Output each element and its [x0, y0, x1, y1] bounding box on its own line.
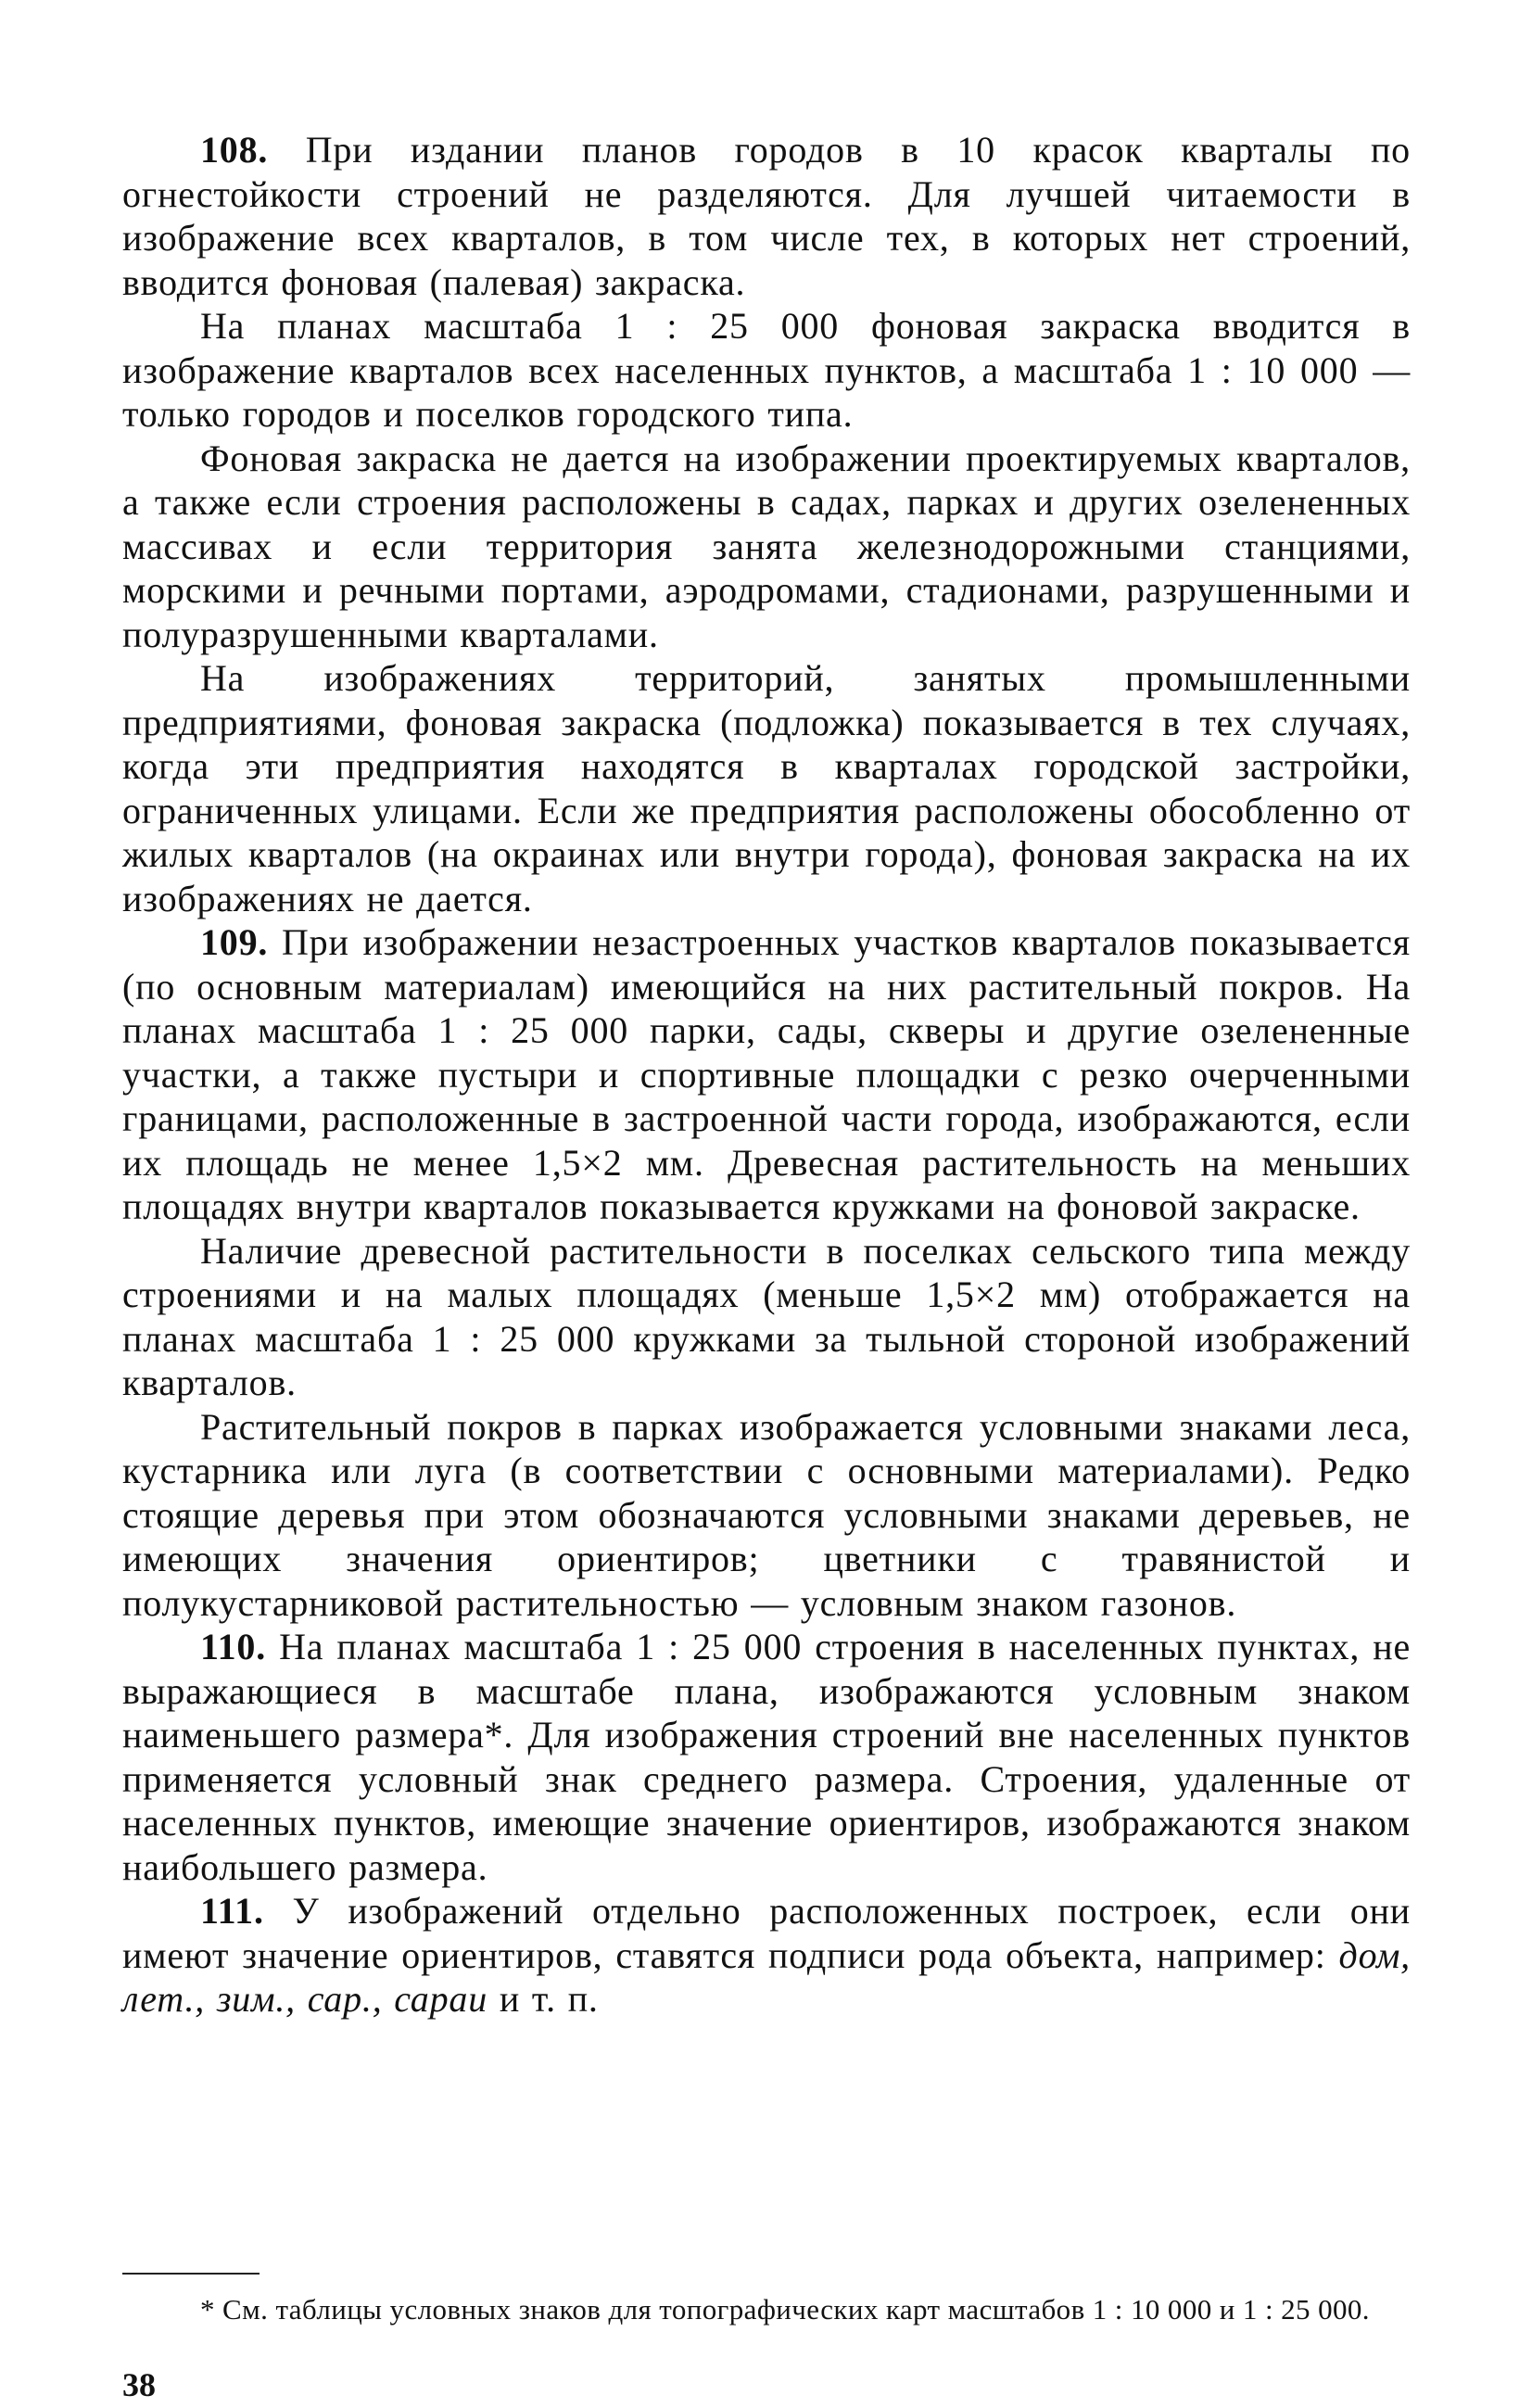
paragraph-text: При изображении незастроенных участков кварталов показывается (по основным материалам) имеющийся на них растительный покров. На планах масштаба 1 : 25 000 парки, сады, скверы и другие озелененные участки, а также пустыри и спортивные площадки с резко очерченными границами, расположенные в застроенной части города, изображаются, если их площадь не менее 1,5×2 мм. Древесная растительность на меньших площадях внутри кварталов показывается кружками на фоновой закраске. [122, 921, 1411, 1227]
paragraph-text: Фоновая закраска не дается на изображении проектируемых кварталов, а также если строения расположены в садах, парках и других озелененных массивах и если территория занята железнодорожными станциями, морскими и речными портами, аэродромами, стадионами, разрушенными и полуразрушенными кварталами. [122, 437, 1411, 655]
paragraph-text: У изображений отдельно расположенных построек, если они имеют значение ориентиров, ставятся подписи рода объекта, например: [122, 1890, 1411, 1976]
paragraph-text: На планах масштаба 1 : 25 000 фоновая закраска вводится в изображение кварталов всех населенных пунктов, а масштаба 1 : 10 000 — только городов и поселков городского типа. [122, 305, 1411, 435]
paragraph-110 [122, 1625, 1411, 1889]
paragraph-108-scale [122, 304, 1411, 437]
paragraph-text: Растительный покров в парках изображается условными знаками леса, кустарника или луга (в соответствии с основными материалами). Редко стоящие деревья при этом обозначаются условными знаками деревьев, не имеющих значения ориентиров; цветники с травянистой и полукустарниковой растительностью — условным знаком газонов. [122, 1405, 1411, 1624]
paragraph-text: На планах масштаба 1 : 25 000 строения в населенных пунктах, не выражающиеся в масштабе плана, изображаются условным знаком наименьшего размера*. Для изображения строений вне населенных пунктов применяется условный знак среднего размера. Строения, удаленные от населенных пунктов, имеющие значение ориентиров, изображаются знаком наибольшего размера. [122, 1626, 1411, 1888]
paragraph-tail: и т. п. [487, 1978, 599, 2020]
paragraph-text: Наличие древесной растительности в поселках сельского типа между строениями и на малых площадях (меньше 1,5×2 мм) отображается на планах масштаба 1 : 25 000 кружками за тыльной стороной изображений кварталов. [122, 1229, 1411, 1403]
paragraph-109 [122, 920, 1411, 1229]
paragraph-108-background [122, 437, 1411, 657]
page-number: 38 [122, 2366, 156, 2403]
paragraph-text: На изображениях территорий, занятых промышленными предприятиями, фоновая закраска (подложка) показывается в тех случаях, когда эти предприятия находятся в кварталах городской застройки, ограниченных улицами. Если же предприятия расположены обособленно от жилых кварталов (на окраинах или внутри города), фоновая закраска на их изображениях не дается. [122, 657, 1411, 919]
paragraph-number: 109. [200, 921, 269, 963]
paragraph-109-rural [122, 1229, 1411, 1405]
paragraph-number: 110. [200, 1626, 266, 1667]
paragraph-111 [122, 1889, 1411, 2021]
footnote: * См. таблицы условных знаков для топографических карт масштабов 1 : 10 000 и 1 : 25 000. [200, 2293, 1370, 2326]
paragraph-number: 108. [200, 129, 269, 171]
paragraph-108 [122, 128, 1411, 304]
paragraph-109-parks [122, 1405, 1411, 1626]
page-body [122, 128, 1411, 2021]
paragraph-text: При издании планов городов в 10 красок кварталы по огнестойкости строений не разделяются. Для лучшей читаемости в изображение всех кварталов, в том числе тех, в которых нет строений, вводится фоновая (палевая) закраска. [122, 129, 1411, 303]
footnote-rule [122, 2273, 260, 2275]
italic-examples: дом, лет., зим., сар., сараи [122, 1933, 1411, 2020]
paragraph-number: 111. [200, 1890, 264, 1932]
paragraph-108-industrial [122, 656, 1411, 920]
